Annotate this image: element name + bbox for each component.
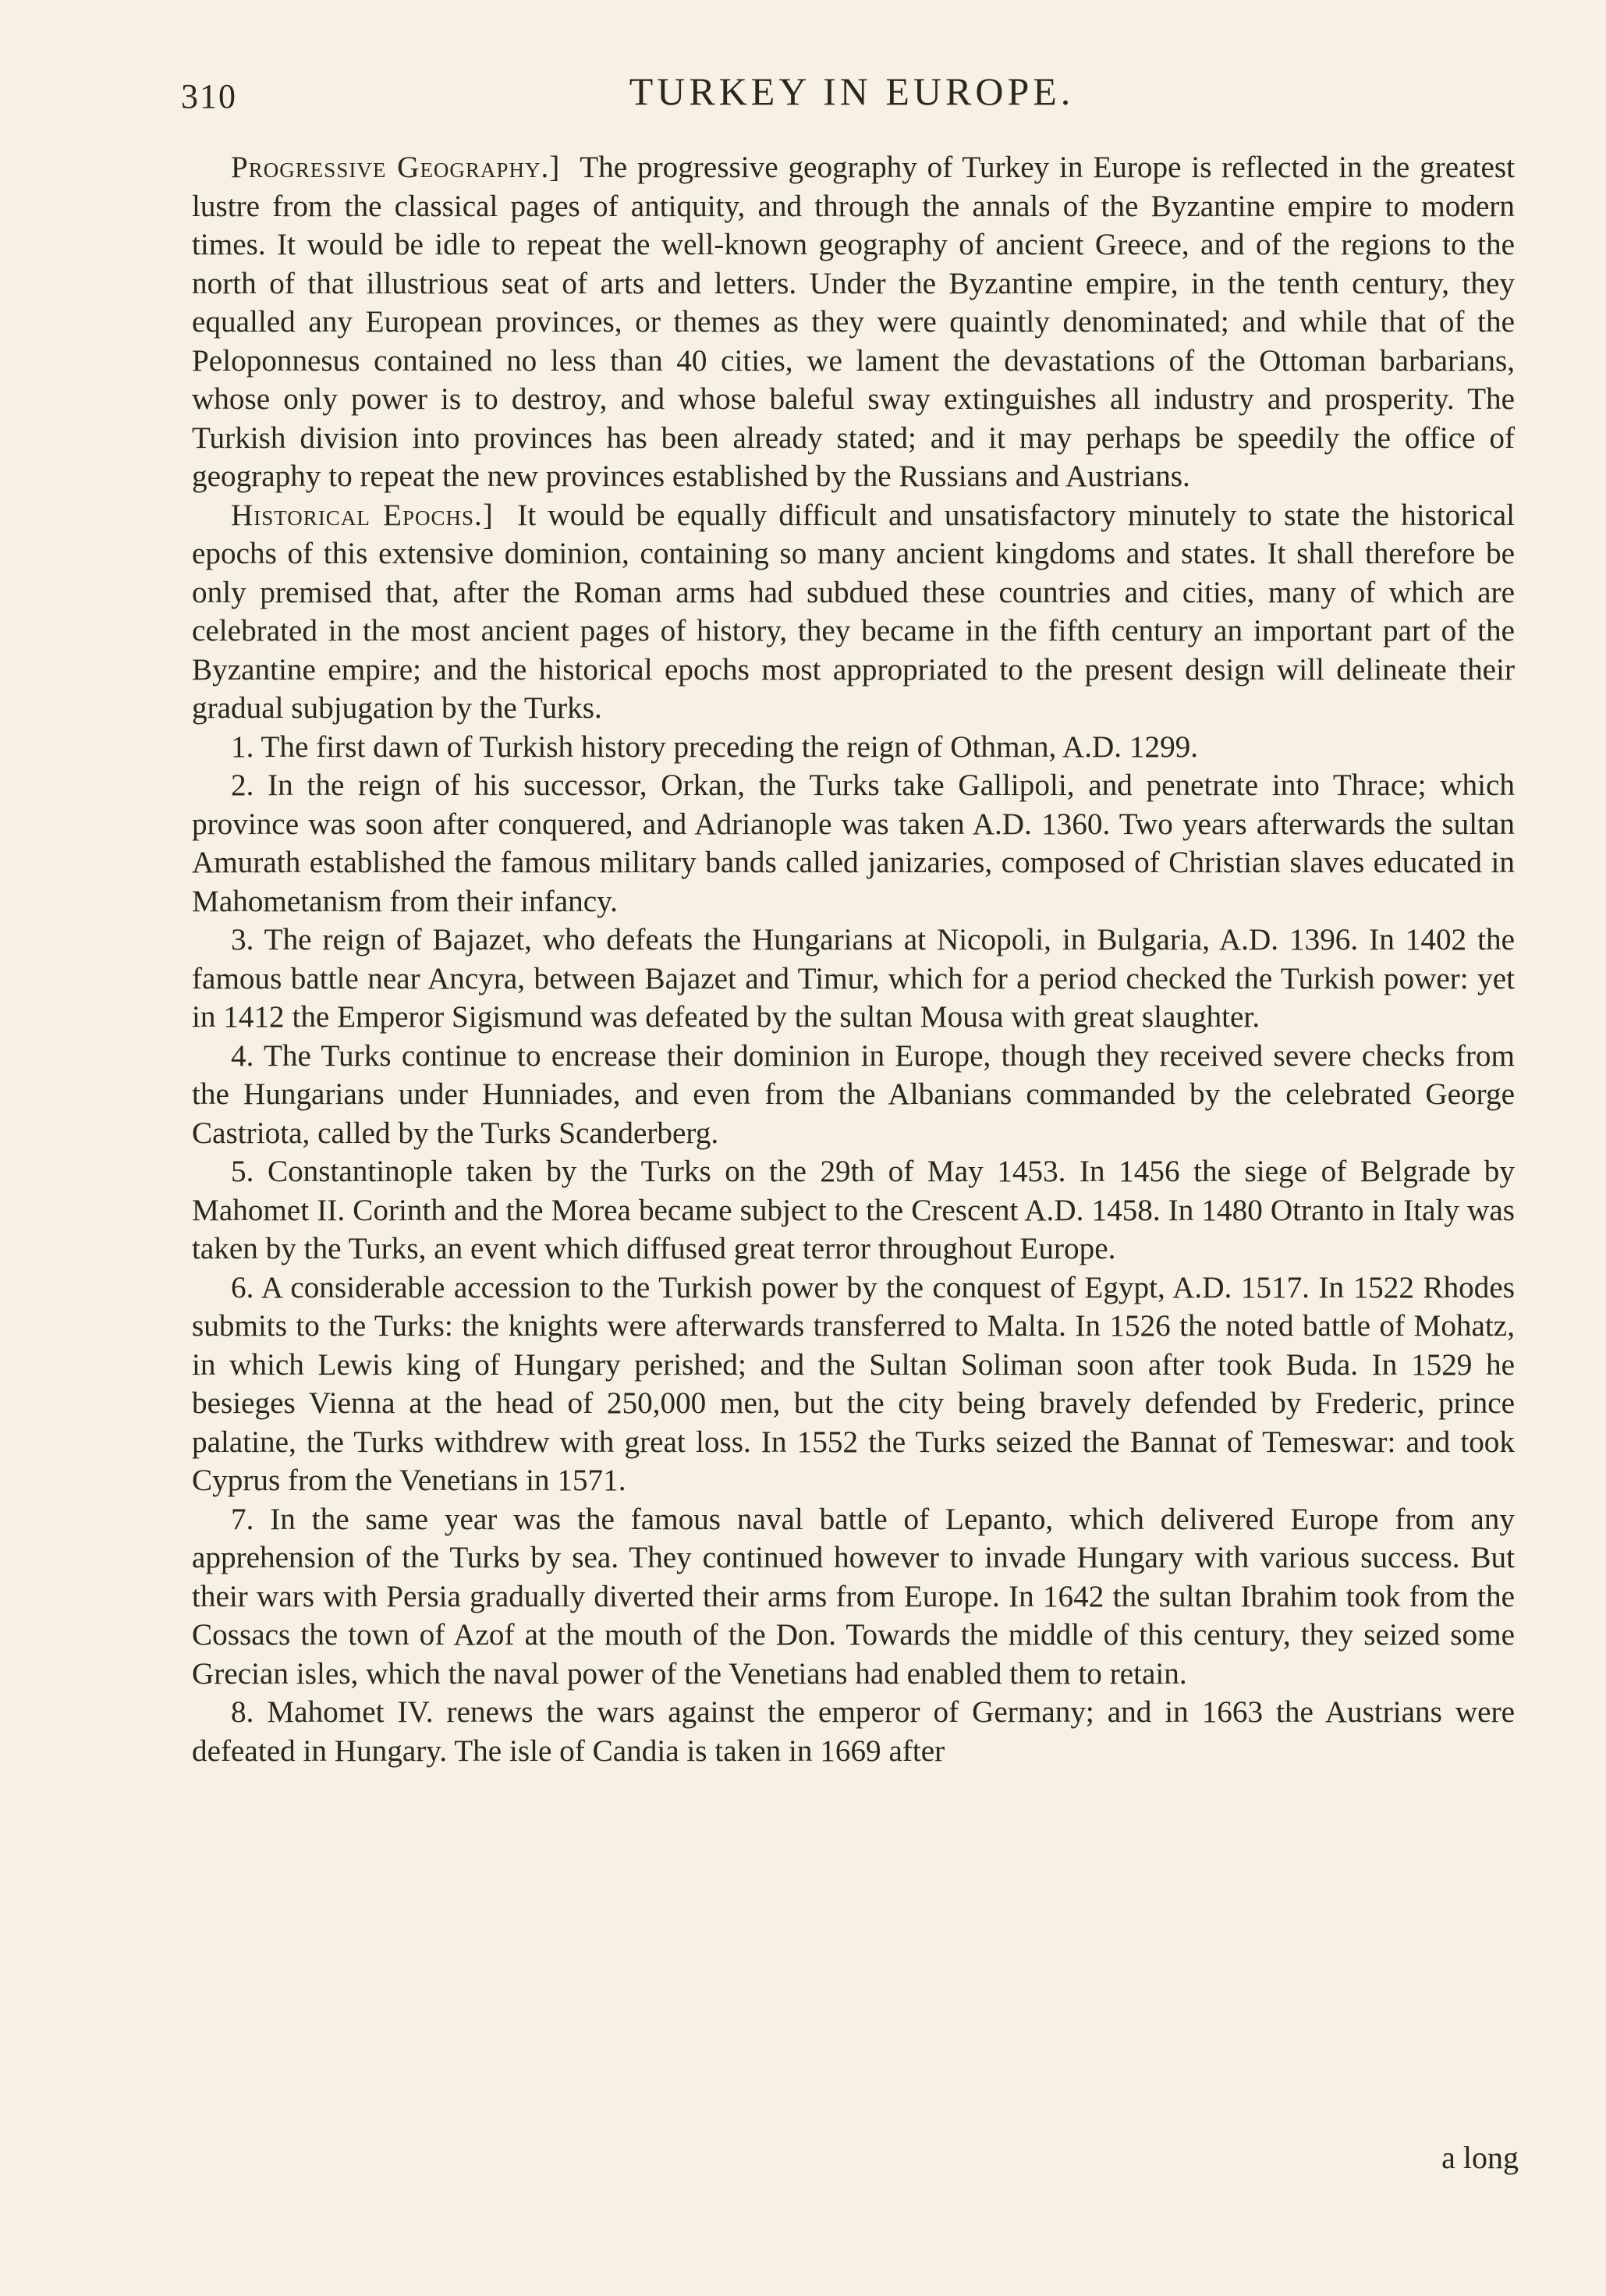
side-heading-progressive-geography: Progressive Geography.] [231,151,561,184]
paragraph-progressive-geography [192,148,1515,496]
epoch-item-4: 4. The Turks continue to encrease their dominion in Europe, though they received severe checks from the Hungarians under Hunniades, and even from the Albanians commanded by the celebrated George Castriota, called by the Turks Scanderberg. [192,1038,1515,1150]
side-heading-historical-epochs: Historical Epochs.] [231,498,494,532]
body-text [192,148,1515,1770]
paragraph-text: The progressive geography of Turkey in Europe is reflected in the greatest lustre from the classical pages of antiquity, and through the annals of the Byzantine empire to modern times. It would be idle to repeat the well-known geography of ancient Greece, and of the regions to the north of that illustrious seat of arts and letters. Under the Byzantine empire, in the tenth century, they equalled any European provinces, or themes as they were quaintly denominated; and while that of the Peloponnesus contained no less than 40 cities, we lament the devastations of the Ottoman barbarians, whose only power is to destroy, and whose baleful sway extinguishes all industry and prosperity. The Turkish division into provinces has been already stated; and it may perhaps be speedily the office of geography to repeat the new provinces established by the Russians and Austrians. [192,151,1515,493]
epoch-item-1: 1. The first dawn of Turkish history preceding the reign of Othman, A.D. 1299. [231,729,1199,764]
paragraph-historical-epochs [192,496,1515,728]
epoch-item-6: 6. A considerable accession to the Turkish power by the conquest of Egypt, A.D. 1517. In 1522 Rhodes submits to the Turks: the knights were afterwards transferred to Malta. In 1526 the noted battle of Mohatz, in which Lewis king of Hungary perished; and the Sultan Soliman soon after took Buda. In 1529 he besieges Vienna at the head of 250,000 men, but the city being bravely defended by Frederic, prince palatine, the Turks withdrew with great loss. In 1552 the Turks seized the Bannat of Temeswar: and took Cyprus from the Venetians in 1571. [192,1270,1515,1497]
catchword: a long [1441,2140,1519,2175]
epoch-item-2: 2. In the reign of his successor, Orkan, the Turks take Gallipoli, and penetrate into Thrace; which province was soon after conquered, and Adrianople was taken A.D. 1360. Two years afterwards the sultan Amurath established the famous military bands called janizaries, composed of Christian slaves educated in Mahometanism from their infancy. [192,768,1515,918]
epoch-item-8: 8. Mahomet IV. renews the wars against the emperor of Germany; and in 1663 the Austrians were defeated in Hungary. The isle of Candia is taken in 1669 after [192,1695,1515,1768]
epoch-item-5: 5. Constantinople taken by the Turks on the 29th of May 1453. In 1456 the siege of Belgrade by Mahomet II. Corinth and the Morea became subject to the Crescent A.D. 1458. In 1480 Otranto in Italy was taken by the Turks, an event which diffused great terror throughout Europe. [192,1155,1515,1265]
page-number: 310 [181,77,237,115]
running-title: TURKEY IN EUROPE. [629,69,1075,113]
epoch-item-7: 7. In the same year was the famous naval battle of Lepanto, which delivered Europe from any apprehension of the Turks by sea. They continued however to invade Hungary with various success. But their wars with Persia gradually diverted their arms from Europe. In 1642 the sultan Ibrahim took from the Cossacs the town of Azof at the mouth of the Don. Towards the middle of this century, they seized some Grecian isles, which the naval power of the Venetians had enabled them to retain. [192,1502,1515,1691]
paragraph-text: It would be equally difficult and unsatisfactory minutely to state the historical epochs of this extensive dominion, containing so many ancient kingdoms and states. It shall therefore be only premised that, after the Roman arms had subdued these countries and cities, many of which are celebrated in the most ancient pages of history, they became in the fifth century an important part of the Byzantine empire; and the historical epochs most appropriated to the present design will delineate their gradual subjugation by the Turks. [192,498,1516,725]
page-header [181,69,1523,123]
epoch-item-3: 3. The reign of Bajazet, who defeats the Hungarians at Nicopoli, in Bulgaria, A.D. 1396. In 1402 the famous battle near Ancyra, between Bajazet and Timur, which for a period checked the Turkish power: yet in 1412 the Emperor Sigismund was defeated by the sultan Mousa with great slaughter. [192,923,1515,1034]
